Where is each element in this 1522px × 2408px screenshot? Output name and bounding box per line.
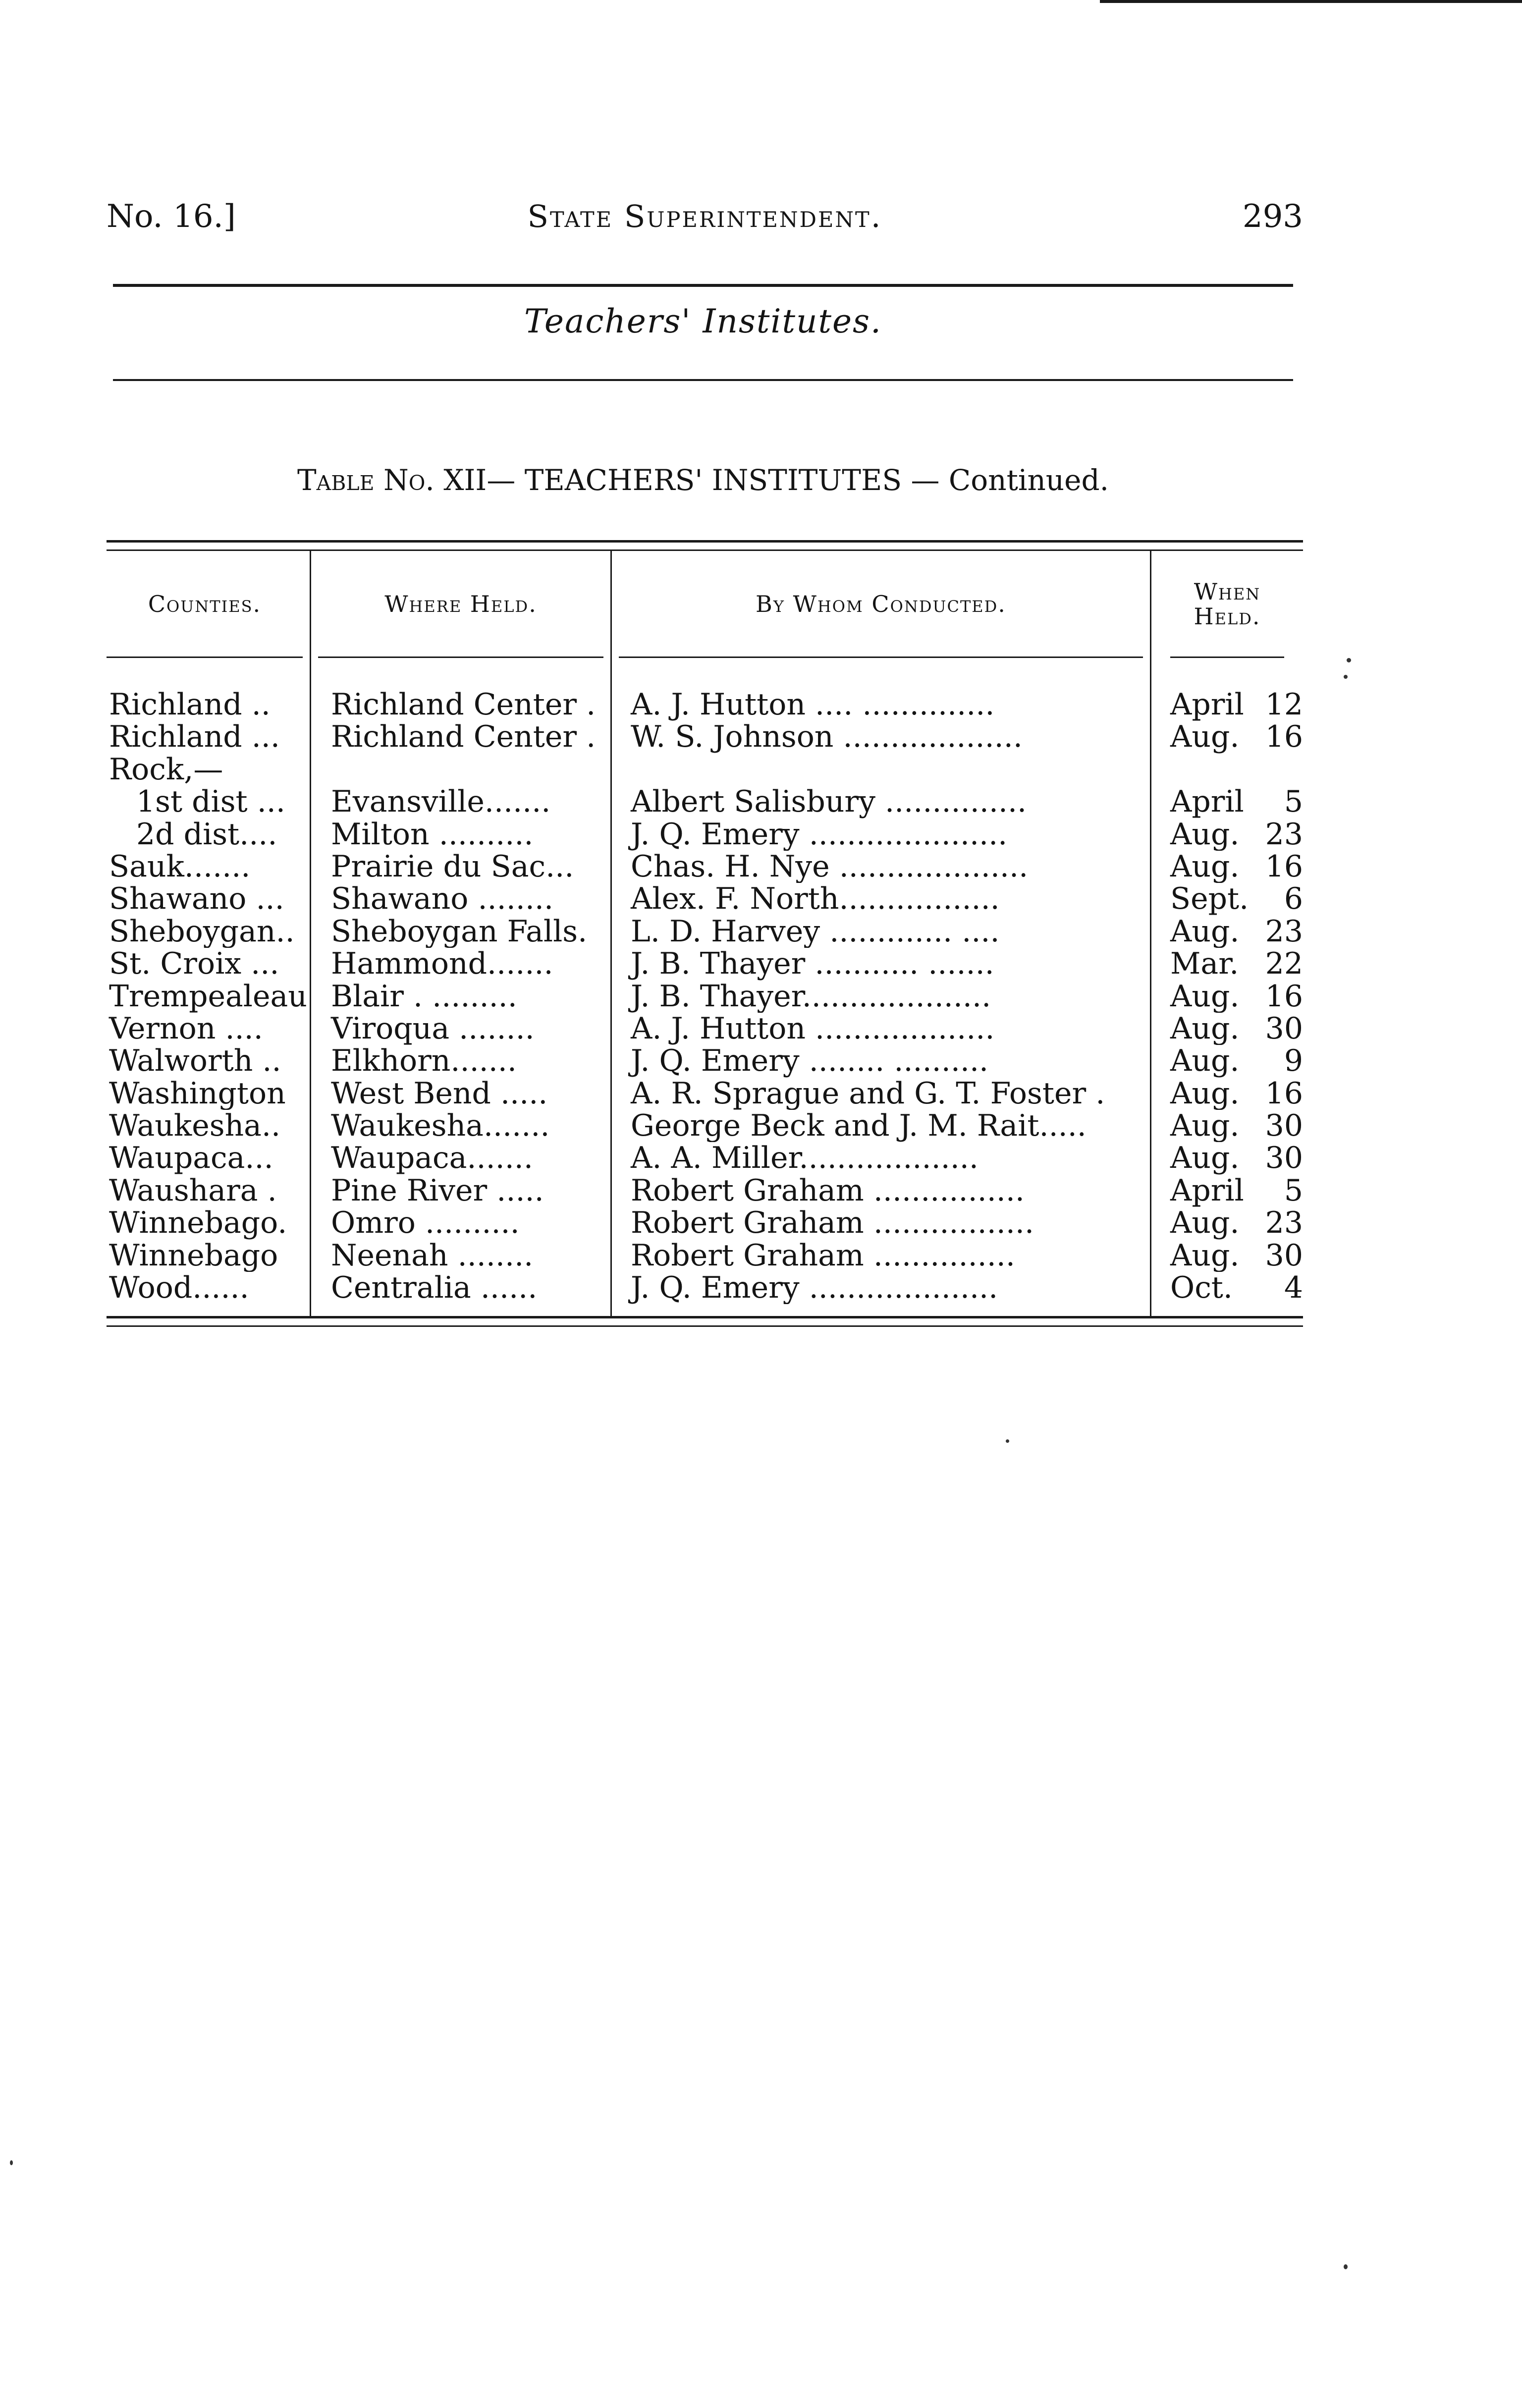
table-caption-title: — TEACHERS' INSTITUTES — Continued. (487, 463, 1109, 497)
cell-place: Elkhorn....... (331, 1045, 517, 1078)
when-day: 30 (1265, 1142, 1303, 1175)
cell-county: Washington (109, 1077, 286, 1110)
when-month: Aug. (1170, 818, 1240, 851)
print-speck (10, 2160, 13, 2165)
when-day: 23 (1265, 915, 1303, 948)
cell-conductor (612, 754, 1150, 786)
cell-county: Trempealeau (109, 980, 307, 1013)
institutes-table (107, 540, 1303, 1327)
cell-conductor: J. B. Thayer ........... ....... (631, 948, 994, 981)
cell-when-held (1151, 981, 1303, 1013)
table-top-rule (107, 540, 1303, 551)
when-month: Aug. (1170, 1142, 1240, 1175)
cell-when-held (1151, 754, 1303, 786)
cell-county: Rock,— (109, 753, 223, 786)
cell-county: Walworth .. (109, 1045, 281, 1078)
cell-place: Evansville....... (331, 786, 551, 819)
print-speck (1006, 1439, 1009, 1443)
cell-conductor: A. J. Hutton .... .............. (631, 689, 995, 721)
when-day: 16 (1265, 850, 1303, 883)
cell-county: 2d dist.... (136, 818, 277, 851)
when-month: Aug. (1170, 980, 1240, 1013)
cell-place (311, 754, 610, 786)
cell-when-held (1151, 1175, 1303, 1207)
cell-place: Neenah ........ (331, 1239, 534, 1272)
cell-conductor: J. B. Thayer.................... (631, 980, 991, 1013)
header-rule (113, 284, 1293, 287)
when-day: 30 (1265, 1239, 1303, 1272)
when-day: 16 (1265, 980, 1303, 1013)
section-rule (113, 379, 1293, 381)
when-month: Aug. (1170, 721, 1240, 754)
column-when-held (1150, 551, 1303, 1316)
cell-place: Waukesha....... (331, 1110, 550, 1143)
when-day: 23 (1265, 1207, 1303, 1240)
cell-when-held (1151, 851, 1303, 883)
cell-when-held (1151, 883, 1303, 915)
cell-county: 1st dist ... (136, 786, 285, 819)
when-month: Aug. (1170, 1077, 1240, 1110)
when-month: Oct. (1170, 1272, 1233, 1305)
when-month: Mar. (1170, 948, 1239, 981)
cell-place: Milton .......... (331, 818, 534, 851)
cell-place: Richland Center . (331, 689, 596, 721)
when-day: 4 (1284, 1272, 1303, 1305)
when-day: 30 (1265, 1012, 1303, 1045)
cell-conductor: Albert Salisbury ............... (631, 786, 1027, 819)
cell-county: Richland .. (109, 689, 271, 721)
section-title: Teachers' Institutes. (524, 302, 882, 340)
cell-when-held (1151, 721, 1303, 753)
cell-when-held (1151, 819, 1303, 851)
when-day: 5 (1284, 786, 1303, 819)
cell-conductor: George Beck and J. M. Rait..... (631, 1110, 1087, 1143)
cell-conductor: A. A. Miller................... (631, 1142, 978, 1175)
cell-place: Shawano ........ (331, 883, 554, 916)
by-whom-cells (612, 658, 1150, 1316)
cell-when-held (1151, 1240, 1303, 1272)
top-edge-rule (1100, 0, 1522, 3)
cell-place: Pine River ..... (331, 1174, 544, 1207)
cell-place: Viroqua ........ (331, 1012, 535, 1045)
when-day: 23 (1265, 818, 1303, 851)
cell-when-held (1151, 689, 1303, 721)
where-held-cells (311, 658, 610, 1316)
when-month: Aug. (1170, 915, 1240, 948)
cell-county: Richland ... (109, 721, 280, 754)
when-month: Aug. (1170, 1012, 1240, 1045)
table-bottom-rule (107, 1316, 1303, 1327)
cell-when-held (1151, 1078, 1303, 1110)
cell-when-held (1151, 1142, 1303, 1174)
table-caption-prefix: Table No. XII (297, 463, 487, 497)
when-day: 12 (1265, 689, 1303, 721)
when-month: Aug. (1170, 1045, 1240, 1078)
when-day: 22 (1265, 948, 1303, 981)
cell-place: Centralia ...... (331, 1272, 538, 1305)
cell-county: Waupaca... (109, 1142, 273, 1175)
when-month: April (1170, 1174, 1244, 1207)
cell-when-held (1151, 1272, 1303, 1304)
cell-place: Waupaca....... (331, 1142, 533, 1175)
cell-county: Waukesha.. (109, 1110, 281, 1143)
cell-county: Shawano ... (109, 883, 284, 916)
header-counties: Counties. (107, 551, 303, 658)
when-day: 6 (1284, 883, 1303, 916)
cell-county: Sauk....... (109, 850, 251, 883)
column-by-whom (610, 551, 1150, 1316)
cell-when-held (1151, 786, 1303, 818)
cell-conductor: J. Q. Emery .................... (631, 1272, 998, 1305)
cell-place: Omro .......... (331, 1207, 520, 1240)
cell-place: Blair . ......... (331, 980, 517, 1013)
header-by-whom: By Whom Conducted. (619, 551, 1143, 658)
header-when-held: When Held. (1170, 551, 1284, 658)
cell-county: Vernon .... (109, 1012, 263, 1045)
cell-place: Richland Center . (331, 721, 596, 754)
cell-conductor: J. Q. Emery ..................... (631, 818, 1008, 851)
cell-conductor: L. D. Harvey ............. .... (631, 915, 1000, 948)
cell-conductor: Robert Graham ................. (631, 1207, 1034, 1240)
cell-place: West Bend ..... (331, 1077, 548, 1110)
cell-when-held (1151, 948, 1303, 980)
page-number: 293 (1242, 198, 1303, 235)
print-speck (1344, 675, 1348, 679)
when-day: 16 (1265, 721, 1303, 754)
table-caption (113, 463, 1293, 497)
when-day: 16 (1265, 1077, 1303, 1110)
cell-conductor: J. Q. Emery ........ .......... (631, 1045, 989, 1078)
cell-conductor: W. S. Johnson ................... (631, 721, 1023, 754)
cell-place: Hammond....... (331, 948, 553, 981)
cell-place: Sheboygan Falls. (331, 915, 588, 948)
cell-county: Winnebago. (109, 1207, 287, 1240)
when-month: Aug. (1170, 1110, 1240, 1143)
column-counties (107, 551, 310, 1316)
when-month: April (1170, 689, 1244, 721)
when-month: Aug. (1170, 850, 1240, 883)
when-month: Aug. (1170, 1207, 1240, 1240)
when-day: 5 (1284, 1174, 1303, 1207)
cell-county: Sheboygan.. (109, 915, 295, 948)
cell-conductor: A. J. Hutton ................... (631, 1012, 995, 1045)
cell-conductor: Chas. H. Nye .................... (631, 850, 1029, 883)
when-month: Aug. (1170, 1239, 1240, 1272)
page-reference: No. 16.] (107, 198, 236, 235)
counties-cells (107, 658, 310, 1316)
print-speck (1344, 2264, 1348, 2269)
print-speck (1347, 658, 1351, 662)
when-held-cells (1151, 658, 1303, 1316)
when-month: Sept. (1170, 883, 1249, 916)
cell-conductor: Robert Graham ................ (631, 1174, 1025, 1207)
cell-when-held (1151, 1045, 1303, 1077)
running-header (107, 198, 1303, 253)
cell-when-held (1151, 1110, 1303, 1142)
cell-conductor: A. R. Sprague and G. T. Foster . (631, 1077, 1105, 1110)
when-day: 9 (1284, 1045, 1303, 1078)
cell-county: St. Croix ... (109, 948, 279, 981)
header-where-held: Where Held. (318, 551, 603, 658)
cell-county: Winnebago (109, 1239, 278, 1272)
column-where-held (310, 551, 610, 1316)
when-month: April (1170, 786, 1244, 819)
running-title: State Superintendent. (527, 198, 882, 234)
cell-when-held (1151, 916, 1303, 948)
cell-when-held (1151, 1013, 1303, 1045)
cell-conductor: Alex. F. North................. (631, 883, 1000, 916)
cell-conductor: Robert Graham ............... (631, 1239, 1015, 1272)
cell-place: Prairie du Sac... (331, 850, 574, 883)
cell-county: Waushara . (109, 1174, 277, 1207)
when-day: 30 (1265, 1110, 1303, 1143)
table-columns (107, 551, 1303, 1316)
cell-county: Wood...... (109, 1272, 249, 1305)
cell-when-held (1151, 1207, 1303, 1239)
